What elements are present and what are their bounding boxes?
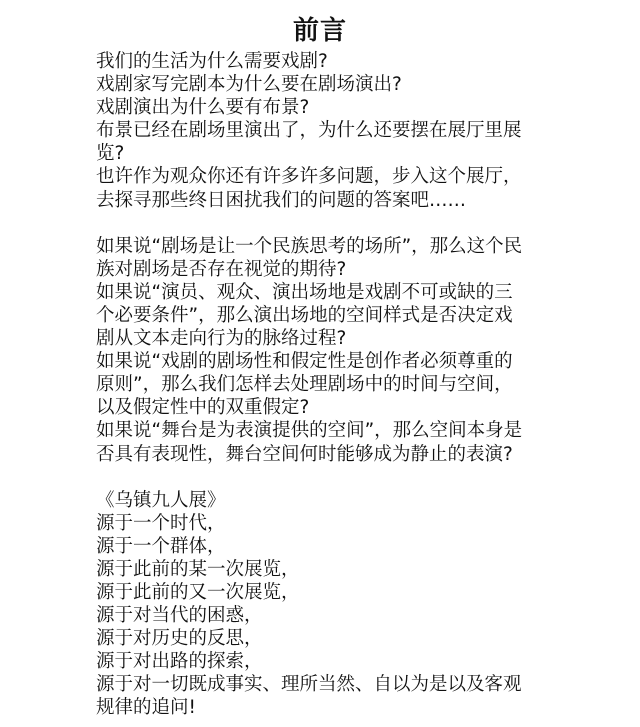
text-line: 否具有表现性，舞台空间何时能够成为静止的表演?	[96, 443, 513, 465]
text-line: 源于此前的又一次展览，	[96, 581, 300, 603]
text-line: 规律的追问!	[96, 697, 196, 719]
text-line: 源于对一切既成事实、理所当然、自以为是以及客观	[96, 674, 522, 696]
text-line: 如果说“演员、观众、演出场地是戏剧不可或缺的三	[96, 281, 513, 303]
text-line: 以及假定性中的双重假定?	[96, 397, 310, 419]
text-line: 源于此前的某一次展览，	[96, 558, 300, 580]
text-line: 源于对当代的困惑，	[96, 605, 263, 627]
exhibition-paragraph	[96, 489, 556, 720]
text-line: 源于一个群体，	[96, 535, 226, 557]
questions-paragraph	[96, 235, 556, 466]
text-line: 如果说“戏剧的剧场性和假定性是创作者必须尊重的	[96, 351, 513, 373]
text-line: 如果说“舞台是为表演提供的空间”，那么空间本身是	[96, 420, 523, 442]
exhibition-title: 《乌镇九人展》	[96, 489, 226, 511]
text-line: 个必要条件”，那么演出场地的空间样式是否决定戏	[96, 304, 513, 326]
text-line: 源于一个时代，	[96, 512, 226, 534]
page-title: 前言	[292, 16, 347, 46]
intro-paragraph	[96, 50, 556, 212]
text-line: 原则”，那么我们怎样去处理剧场中的时间与空间，	[96, 374, 513, 396]
text-line: 我们的生活为什么需要戏剧?	[96, 51, 328, 72]
text-line: 源于对历史的反思，	[96, 628, 263, 650]
paragraph-gap	[96, 212, 556, 235]
text-line: 布景已经在剧场里演出了，为什么还要摆在展厅里展	[96, 120, 522, 142]
text-line: 也许作为观众你还有许多许多问题，步入这个展厅，	[96, 166, 522, 188]
text-line: 剧从文本走向行为的脉络过程?	[96, 328, 347, 350]
text-line: 如果说“剧场是让一个民族思考的场所”，那么这个民	[96, 235, 523, 257]
text-line: 戏剧演出为什么要有布景?	[96, 97, 310, 119]
document-body	[96, 50, 556, 720]
text-line: 源于对出路的探索，	[96, 651, 263, 673]
text-line: 族对剧场是否存在视觉的期待?	[96, 258, 347, 280]
paragraph-gap	[96, 466, 556, 489]
text-line: 去探寻那些终日困扰我们的问题的答案吧……	[96, 189, 467, 211]
text-line: 览?	[96, 143, 125, 165]
text-line: 戏剧家写完剧本为什么要在剧场演出?	[96, 74, 402, 96]
